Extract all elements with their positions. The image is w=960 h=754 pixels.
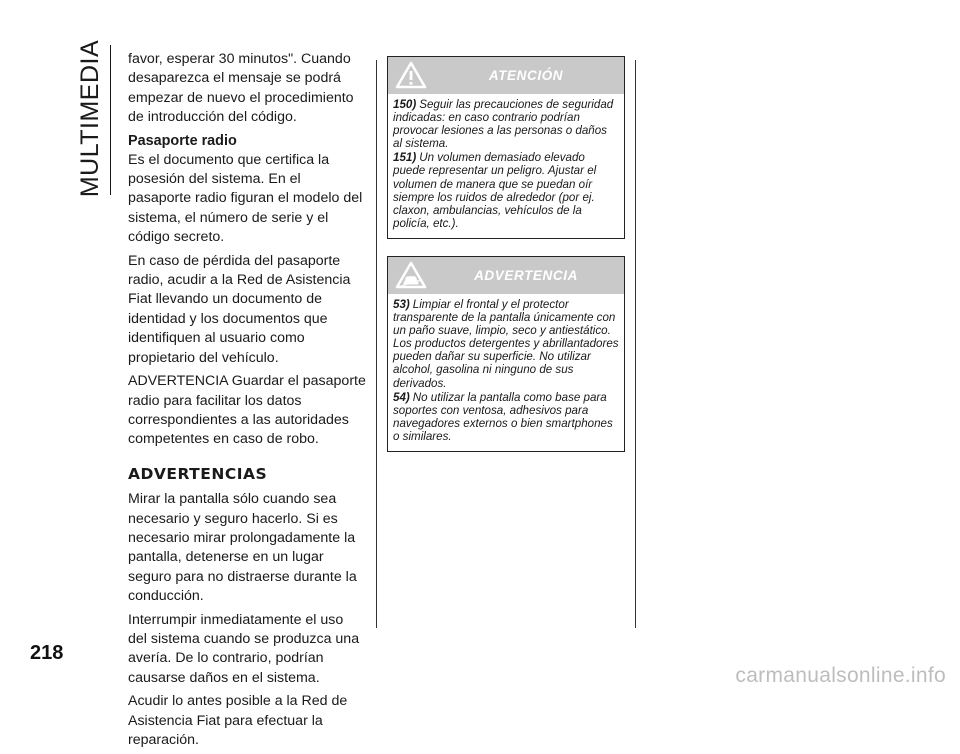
advertencias-heading: ADVERTENCIAS bbox=[128, 464, 268, 483]
atencion-item-number: 151) bbox=[393, 151, 417, 165]
advertencias-paragraph-3: Acudir lo antes posible a la Red de Asistencia Fiat para efectuar la reparación. bbox=[128, 693, 348, 748]
atencion-body bbox=[388, 94, 624, 238]
atencion-item bbox=[393, 98, 619, 150]
advertencias-paragraph-1: Mirar la pantalla sólo cuando sea necesario y seguro hacerlo. Si es necesario mirar prolongadamente la pantalla, detenerse en un lugar seguro para no distraerse durante la conducción. bbox=[128, 491, 357, 605]
atencion-box bbox=[387, 56, 625, 239]
pasaporte-paragraph-2: En caso de pérdida del pasaporte radio, acudir a la Red de Asistencia Fiat llevando un documento de identidad y los documentos que identifiquen al usuario como propietario del vehículo. bbox=[128, 252, 351, 366]
main-text-column bbox=[128, 50, 366, 754]
advertencia-item bbox=[393, 298, 619, 390]
advertencia-header bbox=[388, 257, 624, 294]
advertencia-item-text: Limpiar el frontal y el protector transparente de la pantalla únicamente con un paño suave, limpio, seco y antiestático. Los productos detergentes y abrillantadores pueden dañar su superficie. No utilizar alcohol, gasolina ni ninguno de sus derivados. bbox=[393, 298, 619, 390]
advertencias-paragraph-2: Interrumpir inmediatamente el uso del sistema cuando se produzca una avería. De lo contrario, podrían causarse daños en el sistema. bbox=[128, 611, 360, 686]
pasaporte-paragraph-1: Es el documento que certifica la posesión del sistema. En el pasaporte radio figuran el modelo del sistema, el número de serie y el código secreto. bbox=[128, 151, 363, 246]
column-divider-left bbox=[376, 60, 377, 628]
advertencia-item-number: 53) bbox=[393, 298, 410, 311]
car-warning-icon bbox=[394, 260, 428, 290]
column-divider-right bbox=[635, 60, 636, 628]
pasaporte-paragraph-3: ADVERTENCIA Guardar el pasaporte radio para facilitar los datos correspondientes a las autoridades competentes en caso de robo. bbox=[128, 373, 366, 448]
intro-paragraph: favor, esperar 30 minutos". Cuando desaparezca el mensaje se podrá empezar de nuevo el procedimiento de introducción del código. bbox=[128, 51, 354, 126]
advertencia-box bbox=[387, 256, 625, 452]
side-title-rule bbox=[110, 45, 111, 195]
warning-triangle-icon bbox=[394, 60, 428, 90]
advertencia-title: ADVERTENCIA bbox=[474, 268, 578, 283]
atencion-item-text: Seguir las precauciones de seguridad indicadas: en caso contrario podrían provocar lesiones a las personas o daños al sistema. bbox=[393, 98, 614, 151]
page-number: 218 bbox=[30, 642, 64, 664]
section-side-title bbox=[71, 39, 111, 197]
advertencia-body bbox=[388, 294, 624, 451]
atencion-item-number: 150) bbox=[393, 98, 417, 111]
advertencia-item-number: 54) bbox=[393, 390, 410, 404]
advertencia-item-text: No utilizar la pantalla como base para soportes con ventosa, adhesivos para navegadores externos o bien smartphones o similares. bbox=[393, 390, 613, 443]
footer-watermark: carmanualsonline.info bbox=[735, 664, 946, 687]
atencion-title: ATENCIÓN bbox=[488, 68, 564, 83]
advertencia-item bbox=[393, 391, 619, 443]
atencion-item bbox=[393, 151, 619, 230]
atencion-header bbox=[388, 57, 624, 94]
atencion-item-text: Un volumen demasiado elevado puede representar un peligro. Ajustar el volumen de manera que se puedan oír siempre los ruidos de alrededor (por ej. claxon, ambulancias, vehículos de la policía, etc.). bbox=[393, 151, 597, 230]
section-side-title-text: MULTIMEDIA bbox=[76, 39, 105, 197]
pasaporte-heading: Pasaporte radio bbox=[128, 132, 237, 149]
